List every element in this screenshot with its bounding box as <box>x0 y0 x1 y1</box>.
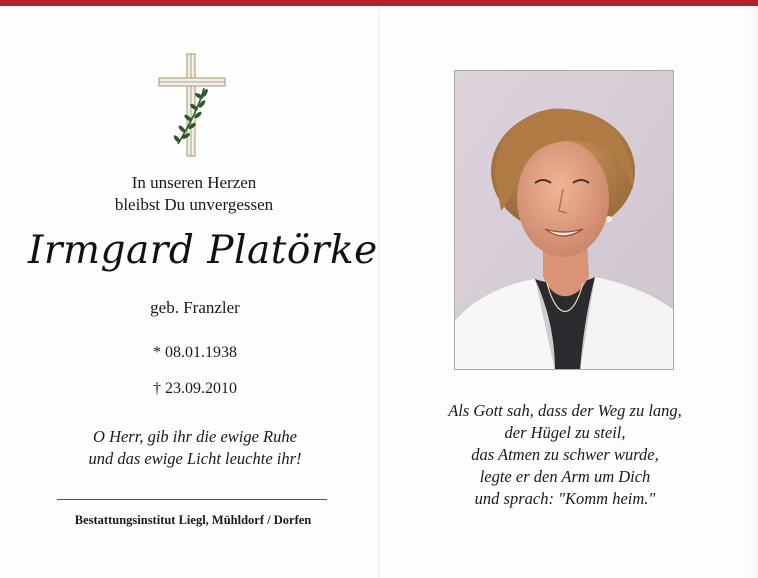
poem-line-2: der Hügel zu steil, <box>504 423 626 442</box>
poem-text <box>408 400 722 510</box>
card-edge-shadow <box>748 6 758 578</box>
motto-line-2: bleibst Du unvergessen <box>114 195 274 214</box>
prayer-line-1: O Herr, gib ihr die ewige Ruhe <box>93 427 297 446</box>
undertaker-name: Bestattungsinstitut Liegl, Mühldorf / Dorfen <box>74 513 312 527</box>
motto-line-1: In unseren Herzen <box>131 173 257 192</box>
birth-date: * 08.01.1938 <box>153 344 237 361</box>
card-fold-line <box>378 6 379 578</box>
death-date: † 23.09.2010 <box>153 380 237 397</box>
birth-name: geb. Franzler <box>150 298 240 317</box>
prayer-text <box>40 426 350 470</box>
poem-line-4: legte er den Arm um Dich <box>479 467 651 486</box>
divider-line <box>57 499 327 500</box>
cross-with-laurel-icon <box>156 52 228 160</box>
poem-line-5: und sprach: "Komm heim." <box>474 489 656 508</box>
portrait-photo <box>454 70 674 370</box>
poem-line-1: Als Gott sah, dass der Weg zu lang, <box>448 401 682 420</box>
prayer-line-2: und das ewige Licht leuchte ihr! <box>88 449 302 468</box>
deceased-name: Irmgard Platörke <box>28 228 378 273</box>
poem-line-3: das Atmen zu schwer wurde, <box>471 445 659 464</box>
motto-text <box>70 172 318 216</box>
